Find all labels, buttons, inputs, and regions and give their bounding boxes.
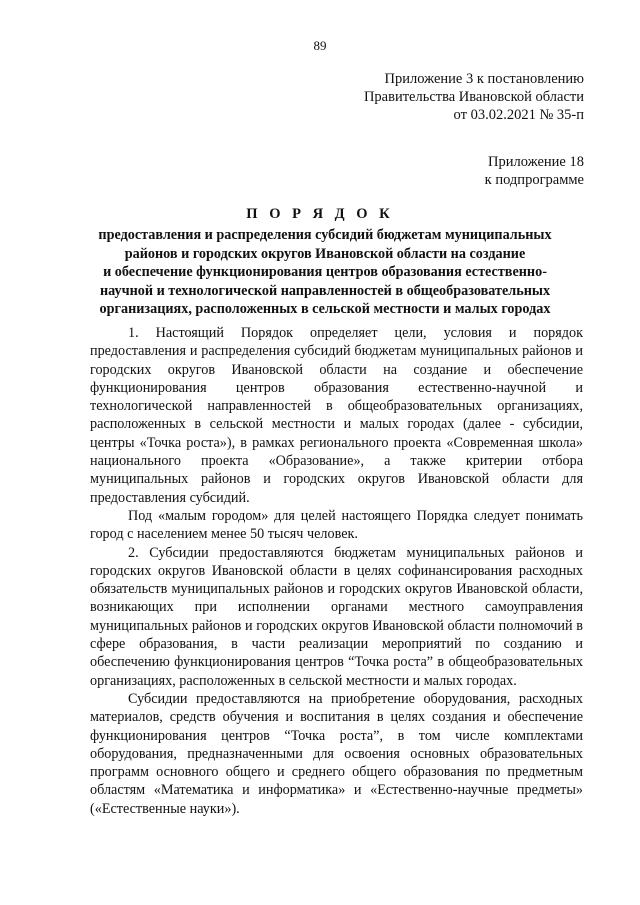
appendix-header-main xyxy=(364,70,584,124)
paragraph-4: Субсидии предоставляются на приобретение оборудования, расходных материалов, средств обучения и воспитания в целях создания и обеспечение функционирования центров “Точка роста”, в том числе комплектами оборудования, предназначенными для освоения основных образовательных программ основного общего и среднего общего образования по предметным областям «Математика и информатика» и «Естественно-научные предметы» («Естественные науки»). xyxy=(90,690,583,817)
subtitle-line-4: научной и технологической направленностей в общеобразовательных xyxy=(99,282,551,299)
subtitle-line-2: районов и городских округов Ивановской области на создание xyxy=(124,245,526,262)
appendix-sub-line-1: Приложение 18 xyxy=(488,154,584,170)
appendix-sub-line-2: к подпрограмме xyxy=(484,172,584,188)
subtitle-line-5: организациях, расположенных в сельской местности и малых городах xyxy=(99,301,551,317)
appendix-main-line-1: Приложение 3 к постановлению xyxy=(384,71,584,87)
appendix-main-line-2: Правительства Ивановской области xyxy=(363,89,584,105)
document-body xyxy=(90,324,583,818)
paragraph-3: 2. Субсидии предоставляются бюджетам муниципальных районов и городских округов Ивановской области в целях софинансирования расходных обязательств муниципальных районов и городских округов Ивановской области, возникающих при исполнении органами местного самоуправления муниципальных районов и городских округов Ивановской области полномочий в сфере образования, в части реализации мероприятий по созданию и обеспечению функционирования центров “Точка роста” в общеобразовательных организациях, расположенных в сельской местности и малых городах. xyxy=(90,544,583,689)
document-title: П О Р Я Д О К xyxy=(246,206,394,222)
subtitle-line-3: и обеспечение функционирования центров образования естественно- xyxy=(103,264,547,280)
paragraph-2: Под «малым городом» для целей настоящего Порядка следует понимать город с населением менее 50 тысяч человек. xyxy=(90,507,583,543)
document-subtitle xyxy=(60,226,590,319)
appendix-header-sub xyxy=(485,153,584,189)
appendix-main-line-3: от 03.02.2021 № 35-п xyxy=(453,107,584,123)
subtitle-line-1: предоставления и распределения субсидий бюджетам муниципальных xyxy=(98,227,552,243)
page-number: 89 xyxy=(313,38,327,53)
paragraph-1: 1. Настоящий Порядок определяет цели, условия и порядок предоставления и распределения субсидий бюджетам муниципальных районов и городских округов Ивановской области на создание и обеспечение функционирования центров образования естественно-научной и технологической направленностей в общеобразовательных организациях, расположенных в сельской местности и малых городах (далее - субсидии, центры «Точка роста»), в рамках регионального проекта «Современная школа» национального проекта «Образование», а также критерии отбора муниципальных районов и городских округов Ивановской области для предоставления субсидий. xyxy=(90,325,583,506)
